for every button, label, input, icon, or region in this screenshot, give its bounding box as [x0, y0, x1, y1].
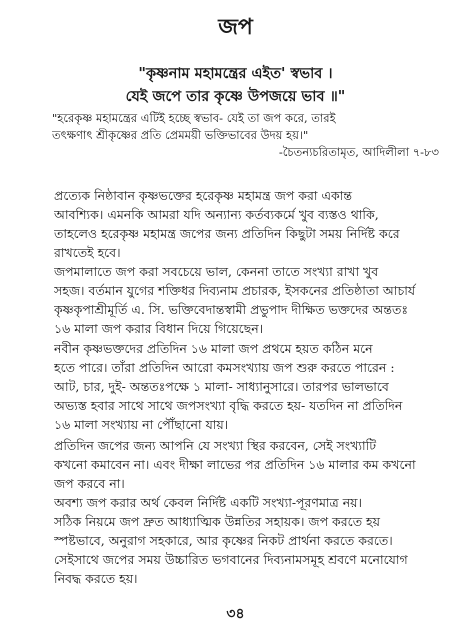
paragraph-line: ১৬ মালা জপ করার বিধান দিয়ে গিয়েছেন। — [54, 321, 264, 336]
paragraph-line: সহজ। বর্তমান যুগের শক্তিধর দিব্যনাম প্রচারক, ইসকনের প্রতিষ্ঠাতা আচার্য — [54, 283, 416, 298]
quote-line: "হরেকৃষ্ণ মহামন্ত্রের এটিই হচ্ছে স্বভাব- যেই তা জপ করে, তারই — [52, 111, 336, 125]
page-number: ৩৪ — [226, 606, 245, 622]
paragraph-line: জপ করবে না। — [54, 476, 125, 491]
paragraph-3 — [54, 339, 450, 434]
paragraph-line: তাহলেও হরেকৃষ্ণ মহামন্ত্র জপের জন্য প্রতিদিন কিছুটা সময় নির্দিষ্ট করে — [54, 226, 400, 241]
paragraph-line: অভ্যস্ত হবার সাথে সাথে জপসংখ্যা বৃদ্ধি করতে হয়- যতদিন না প্রতিদিন — [54, 398, 403, 413]
page-title: জপ — [218, 14, 253, 40]
paragraph-line: স্পষ্টভাবে, অনুরাগ সহকারে, আর কৃষ্ণের নিকট প্রার্থনা করতে করতে। — [54, 533, 393, 548]
paragraph-line: আট, চার, দুই- অন্ততঃপক্ষে ১ মালা- সাধ্যানুসারে। তারপর ভালভাবে — [54, 379, 389, 394]
quote-block — [52, 110, 447, 161]
paragraph-line: জপমালাতে জপ করা সবচেয়ে ভাল, কেননা তাতে সংখ্যা রাখা খুব — [54, 264, 379, 279]
paragraph-line: কখনো কমাবেন না। এবং দীক্ষা লাভের পর প্রতিদিন ১৬ মালার কম কখনো — [54, 457, 416, 472]
verse-line: "কৃষ্ণনাম মহামন্ত্রের এইত' স্বভাব । — [138, 65, 333, 82]
paragraph-line: সেইসাথে জপের সময় উচ্চারিত ভগবানের দিব্যনামসমূহ শ্রবণে মনোযোগ — [54, 552, 408, 567]
paragraph-line: রাখতেই হবে। — [54, 245, 121, 260]
paragraph-line: সঠিক নিয়মে জপ দ্রুত আধ্যাত্মিক উন্নতির সহায়ক। জপ করতে হয় — [54, 514, 380, 529]
quote-source: -চৈতন্যচরিতামৃত, আদিলীলা ৭-৮৩ — [278, 145, 439, 159]
verse-line: যেই জপে তার কৃষ্ণে উপজয়ে ভাব ॥" — [125, 88, 346, 105]
verse-block — [0, 62, 471, 108]
paragraph-2 — [54, 262, 450, 338]
paragraph-line: হতে পারে। তাঁরা প্রতিদিন আরো কমসংখ্যায় জপ শুরু করতে পারেন : — [54, 360, 395, 375]
paragraph-line: অবশ্য জপ করার অর্থ কেবল নির্দিষ্ট একটি সংখ্যা-পূরণমাত্র নয়। — [54, 495, 362, 510]
paragraph-1 — [54, 186, 450, 262]
paragraph-line: ১৬ মালা সংখ্যায় না পৌঁছানো যায়। — [54, 417, 229, 432]
quote-line: তৎক্ষণাৎ শ্রীকৃষ্ণের প্রতি প্রেমময়ী ভক্তিভাবের উদয় হয়।" — [52, 128, 309, 142]
paragraph-5 — [54, 493, 450, 588]
paragraph-4 — [54, 436, 450, 493]
paragraph-line: আবশ্যিক। এমনকি আমরা যদি অন্যান্য কর্তব্যকর্মে খুব ব্যস্তও থাকি, — [54, 207, 379, 222]
paragraph-line: নবীন কৃষ্ণভক্তদের প্রতিদিন ১৬ মালা জপ প্রথমে হয়ত কঠিন মনে — [54, 341, 373, 356]
paragraph-line: কৃষ্ণকৃপাশ্রীমূর্তি এ. সি. ভক্তিবেদান্তস্বামী প্রভুপাদ দীক্ষিত ভক্তদের অন্ততঃ — [54, 302, 408, 317]
paragraph-line: প্রত্যেক নিষ্ঠাবান কৃষ্ণভক্তের হরেকৃষ্ণ মহামন্ত্র জপ করা একান্ত — [54, 188, 352, 203]
paragraph-line: প্রতিদিন জপের জন্য আপনি যে সংখ্যা স্থির করবেন, সেই সংখ্যাটি — [54, 438, 377, 453]
paragraph-line: নিবদ্ধ করতে হয়। — [54, 571, 138, 586]
